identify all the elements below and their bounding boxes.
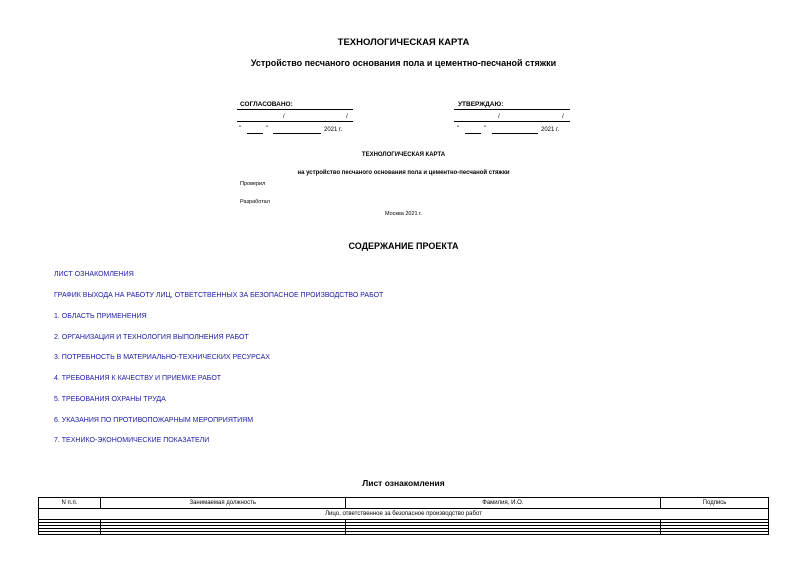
toc-item-schedule[interactable]: ГРАФИК ВЫХОДА НА РАБОТУ ЛИЦ, ОТВЕТСТВЕННЫХ ЗА БЕЗОПАСНОЕ ПРОИЗВОДСТВО РАБОТ xyxy=(54,292,384,299)
toc-item-fire[interactable]: 6. УКАЗАНИЯ ПО ПРОТИВОПОЖАРНЫМ МЕРОПРИЯТИЯМ xyxy=(54,417,254,424)
approval-right-line-1 xyxy=(454,109,570,110)
approval-left-month-line xyxy=(273,133,321,134)
approval-left-day-line xyxy=(247,133,263,134)
approval-right-line-2 xyxy=(454,121,570,122)
approval-right-label: УТВЕРЖДАЮ: xyxy=(458,101,504,108)
toc-item-organization[interactable]: 2. ОРГАНИЗАЦИЯ И ТЕХНОЛОГИЯ ВЫПОЛНЕНИЯ РАБОТ xyxy=(54,334,249,341)
table-section-row xyxy=(39,509,769,520)
acquaintance-heading: Лист ознакомления xyxy=(362,478,445,488)
document-title: ТЕХНОЛОГИЧЕСКАЯ КАРТА xyxy=(337,37,470,48)
acquaintance-table xyxy=(38,497,769,535)
card-title: ТЕХНОЛОГИЧЕСКАЯ КАРТА xyxy=(361,152,446,158)
toc-item-scope[interactable]: 1. ОБЛАСТЬ ПРИМЕНЕНИЯ xyxy=(54,313,147,320)
approval-right-month-line xyxy=(492,133,538,134)
table-row xyxy=(39,532,769,535)
col-header-name: Фамилия, И.О. xyxy=(345,498,661,509)
table-header-row xyxy=(39,498,769,509)
city-year: Москва 2021 г. xyxy=(385,211,422,217)
card-subtitle: на устройство песчаного основания пола и цементно-песчаной стяжки xyxy=(297,170,510,176)
toc-item-acquaintance[interactable]: ЛИСТ ОЗНАКОМЛЕНИЯ xyxy=(54,271,134,278)
toc-item-quality[interactable]: 4. ТРЕБОВАНИЯ К КАЧЕСТВУ И ПРИЕМКЕ РАБОТ xyxy=(54,375,222,382)
approval-left-label: СОГЛАСОВАНО: xyxy=(240,101,293,108)
approval-left-year: 2021 г. xyxy=(324,127,343,133)
checked-by-label: Проверил xyxy=(240,181,266,187)
approval-left-quote-2: " xyxy=(266,126,269,132)
col-header-signature: Подпись xyxy=(661,498,769,509)
approval-left-quote-1: " xyxy=(239,126,242,132)
col-header-position: Занимаемая должность xyxy=(100,498,345,509)
approval-right-year: 2021 г. xyxy=(541,127,560,133)
approval-right-slash-2: / xyxy=(562,114,564,120)
approval-left-slash-1: / xyxy=(283,114,285,120)
contents-heading: СОДЕРЖАНИЕ ПРОЕКТА xyxy=(348,241,459,251)
approval-right-quote-2: " xyxy=(484,126,487,132)
toc-item-economics[interactable]: 7. ТЕХНИКО-ЭКОНОМИЧЕСКИЕ ПОКАЗАТЕЛИ xyxy=(54,437,210,444)
approval-left-line-2 xyxy=(237,121,353,122)
approval-right-day-line xyxy=(465,133,481,134)
approval-left-line-1 xyxy=(237,109,353,110)
developed-by-label: Разработал xyxy=(240,199,270,205)
toc-item-resources[interactable]: 3. ПОТРЕБНОСТЬ В МАТЕРИАЛЬНО-ТЕХНИЧЕСКИХ РЕСУРСАХ xyxy=(54,354,270,361)
toc-item-safety[interactable]: 5. ТРЕБОВАНИЯ ОХРАНЫ ТРУДА xyxy=(54,396,166,403)
document-subtitle: Устройство песчаного основания пола и цементно-песчаной стяжки xyxy=(250,58,557,68)
approval-left-slash-2: / xyxy=(346,114,348,120)
approval-right-quote-1: " xyxy=(457,126,460,132)
approval-right-slash-1: / xyxy=(498,114,500,120)
section-row-label: Лицо, ответственное за безопасное производство работ xyxy=(39,509,769,520)
col-header-number: N п.п. xyxy=(39,498,101,509)
